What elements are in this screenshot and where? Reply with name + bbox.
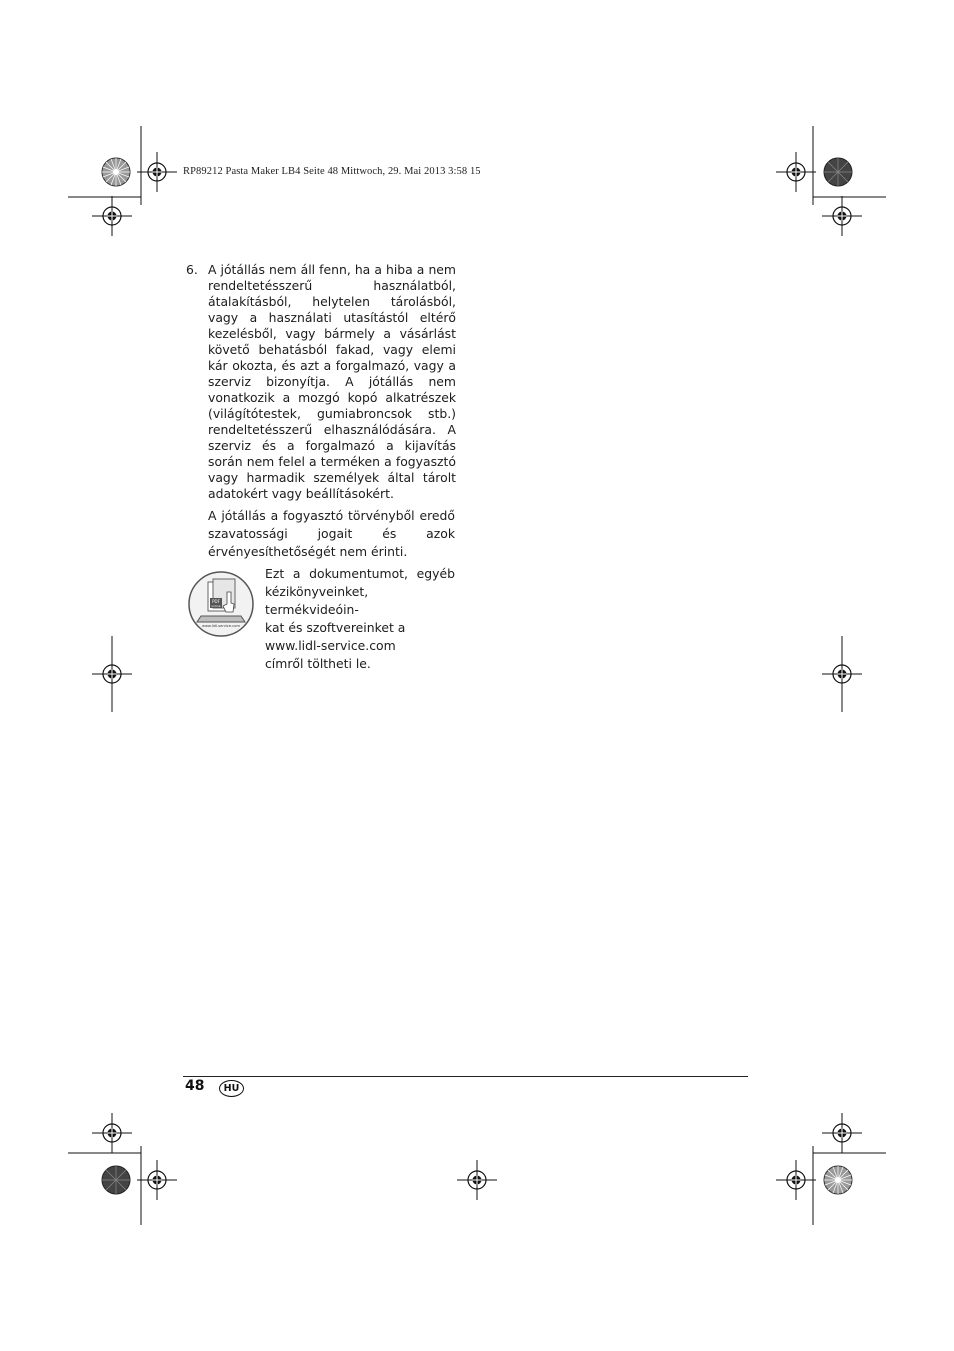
download-line-2: kézikönyveinket, termékvideóin- <box>265 584 369 617</box>
download-line-3: kat és szoftvereinket a <box>265 620 406 635</box>
download-info <box>265 565 455 673</box>
language-badge: HU <box>219 1080 244 1097</box>
icon-pdf-label: PDF <box>212 599 220 604</box>
icon-online-label: online <box>211 604 221 608</box>
icon-caption: www.lidl-service.com <box>202 624 240 628</box>
download-icon <box>187 570 255 638</box>
warranty-item-6 <box>186 262 456 502</box>
item-number: 6. <box>186 262 198 277</box>
warranty-paragraph: A jótállás a fogyasztó törvényből eredő szavatossági jogait és azok érvényesíthetőségét nem érinti. <box>208 508 455 559</box>
download-line-1: Ezt a dokumentumot, egyéb <box>265 566 455 581</box>
page-number: 48 <box>185 1078 205 1094</box>
print-slug: RP89212 Pasta Maker LB4 Seite 48 Mittwoch, 29. Mai 2013 3:58 15 <box>183 166 481 177</box>
footer-divider <box>183 1076 748 1077</box>
download-url: www.lidl-service.com <box>265 638 396 653</box>
download-line-5: címről töltheti le. <box>265 656 371 671</box>
item-text: A jótállás nem áll fenn, ha a hiba a nem rendeltetésszerű használatból, átalakításból, helytelen tárolásból, vagy a használati utasítástól eltérő kezelésből, vagy bármely a vásárlást követő behatásból fakad, vagy elemi kár okozta, és azt a forgalmazó, vagy a szerviz bizonyítja. A jótállás nem vonatkozik a mozgó kopó alkatrészek (világítótestek, gumiabroncsok stb.) rendeltetésszerű elhasználódására. A szerviz és a forgalmazó a kijavítás során nem felel a terméken a fogyasztó vagy harmadik személyek által tárolt adatokért vagy beállításokért. <box>208 262 456 501</box>
